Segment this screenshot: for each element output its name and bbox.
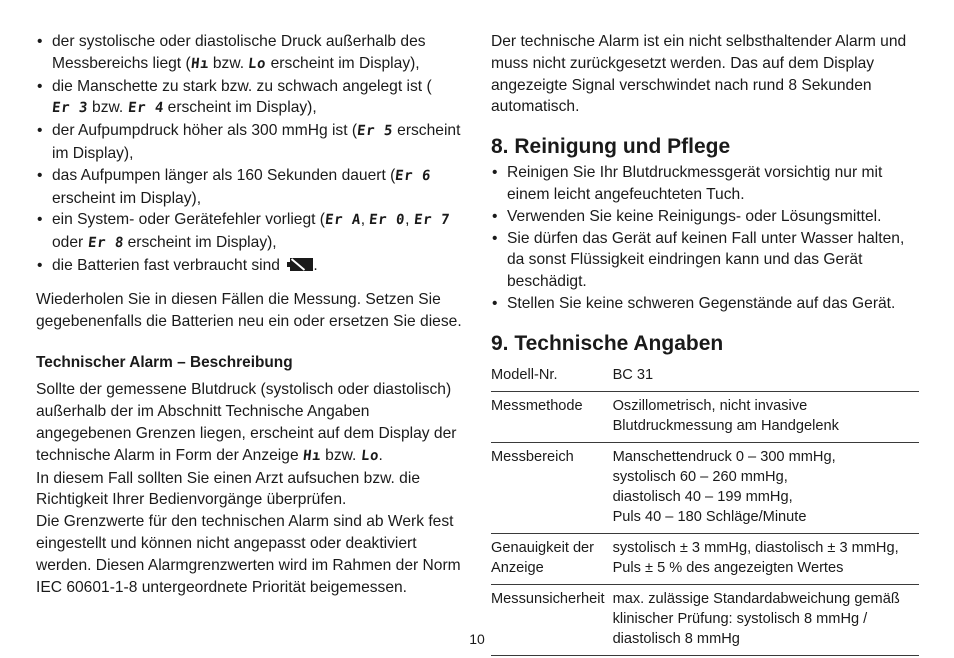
list-item-text: die Batterien fast verbraucht sind [52, 256, 285, 274]
list-item-text: , [360, 211, 370, 229]
list-item: • Sie dürfen das Gerät auf keinen Fall unter Wasser halten, da sonst Flüssigkeit eindringen kann und das Gerät beschädigt. [491, 228, 919, 293]
spec-value: Manschettendruck 0 – 300 mmHg, systolisch 60 – 260 mmHg, diastolisch 40 – 199 mmHg, Puls 40 – 180 Schläge/Minute [613, 442, 919, 533]
list-item-text: bzw. [208, 54, 249, 72]
section-9-title: 9. Technische Angaben [491, 331, 724, 355]
list-item-text: . [313, 256, 318, 274]
list-item-text: oder [52, 234, 88, 252]
list-item [36, 76, 462, 121]
repeat-measurement-paragraph: Wiederholen Sie in diesen Fällen die Messung. Setzen Sie gegebenenfalls die Batterien neu ein oder ersetzen Sie diese. [36, 290, 462, 330]
spec-value: max. zulässige Standardabweichung gemäß klinischer Prüfung: systolisch 8 mmHg / diastolisch 8 mmHg [613, 584, 919, 655]
list-item-text: erscheint im Display), [123, 234, 277, 252]
list-item-text: der systolische oder diastolische Druck außerhalb des Messbereichs liegt ( [52, 33, 426, 72]
list-item: • Stellen Sie keine schweren Gegenstände auf das Gerät. [491, 293, 919, 315]
table-row [491, 533, 919, 584]
right-column [491, 31, 919, 656]
see-doctor-paragraph: In diesem Fall sollten Sie einen Arzt aufsuchen bzw. die Richtigkeit Ihrer Bedienvorgänge überprüfen. [36, 469, 420, 509]
paragraph-text: bzw. [320, 446, 361, 464]
tech-alarm-heading: Technischer Alarm – Beschreibung [36, 354, 293, 372]
list-item-text: ein System- oder Gerätefehler vorliegt ( [52, 211, 326, 229]
list-item [36, 120, 462, 165]
table-row [491, 365, 919, 392]
display-code-er5: Er 5 [356, 123, 394, 140]
section-8-title: 8. Reinigung und Pflege [491, 135, 731, 159]
spec-value: systolisch ± 3 mmHg, diastolisch ± 3 mmHg, Puls ± 5 % des angezeigten Wertes [613, 533, 919, 584]
table-row [491, 391, 919, 442]
list-item-text: erscheint im Display), [163, 99, 317, 117]
display-code-er3: Er 3 [51, 100, 89, 117]
list-item-text: das Aufpumpen länger als 160 Sekunden dauert ( [52, 166, 396, 184]
list-item: • Verwenden Sie keine Reinigungs- oder Lösungsmittel. [491, 206, 919, 228]
display-code-er0: Er 0 [368, 212, 407, 229]
paragraph-text: . [378, 446, 383, 464]
list-item-text: , [405, 211, 414, 229]
display-code-er6: Er 6 [394, 167, 432, 184]
list-item [36, 255, 462, 277]
cleaning-list [491, 162, 919, 315]
display-code-era: Er A [324, 212, 362, 229]
list-item [36, 31, 462, 76]
left-column [36, 31, 462, 598]
list-item-text: erscheint im Display), [52, 189, 202, 207]
display-code-er4: Er 4 [126, 100, 165, 117]
spec-key: Genauigkeit der Anzeige [491, 533, 613, 584]
display-code-lo: Lo [359, 447, 380, 464]
list-item-text: erscheint im Display), [52, 122, 461, 162]
spec-key: Messmethode [491, 391, 613, 442]
spec-value: Oszillometrisch, nicht invasive Blutdruckmessung am Handgelenk [613, 391, 919, 442]
display-code-lo: Lo [247, 55, 268, 72]
list-item [36, 165, 462, 210]
spec-value: BC 31 [612, 366, 654, 383]
battery-low-icon [287, 258, 313, 271]
display-code-er8: Er 8 [86, 235, 125, 252]
alarm-limits-paragraph: Die Grenzwerte für den technischen Alarm sind ab Werk fest eingestellt und können nicht angepasst oder deaktiviert werden. Diesen Alarmgrenzwerten wird im Rahmen der Norm IEC 60601-1-8 untergeordnete Priorität beigemessen. [36, 513, 461, 596]
alarm-intro-paragraph: Der technische Alarm ist ein nicht selbsthaltender Alarm und muss nicht zurückgesetzt werden. Das auf dem Display angezeigte Signal verschwindet nach rund 8 Sekunden automatisch. [491, 33, 907, 116]
error-conditions-list [36, 31, 462, 277]
spec-key: Modell-Nr. [491, 366, 558, 383]
list-item-text: erscheint im Display), [266, 54, 420, 72]
list-item-text: die Manschette zu stark bzw. zu schwach angelegt ist ( [52, 77, 432, 95]
tech-alarm-paragraph [36, 379, 462, 467]
display-code-hi: Hı [189, 55, 210, 72]
spec-key: Messbereich [491, 442, 613, 533]
list-item-text: bzw. [87, 99, 128, 117]
paragraph-text: Sollte der gemessene Blutdruck (systolisch oder diastolisch) außerhalb der im Abschnitt Technische Angaben angegebenen Grenzen liegen, erscheint auf dem Display der technische Alarm in Form der Anzeige [36, 381, 457, 464]
spec-table [491, 365, 919, 656]
spec-key: Messunsicherheit [491, 584, 613, 655]
list-item [36, 209, 462, 255]
display-code-hi: Hı [302, 447, 322, 464]
list-item-text: der Aufpumpdruck höher als 300 mmHg ist ( [52, 122, 358, 140]
table-row [491, 442, 919, 533]
display-code-er7: Er 7 [413, 212, 451, 229]
page-number: 10 [469, 631, 485, 647]
list-item: • Reinigen Sie Ihr Blutdruckmessgerät vorsichtig nur mit einem leicht angefeuchteten Tuch. [491, 162, 919, 206]
